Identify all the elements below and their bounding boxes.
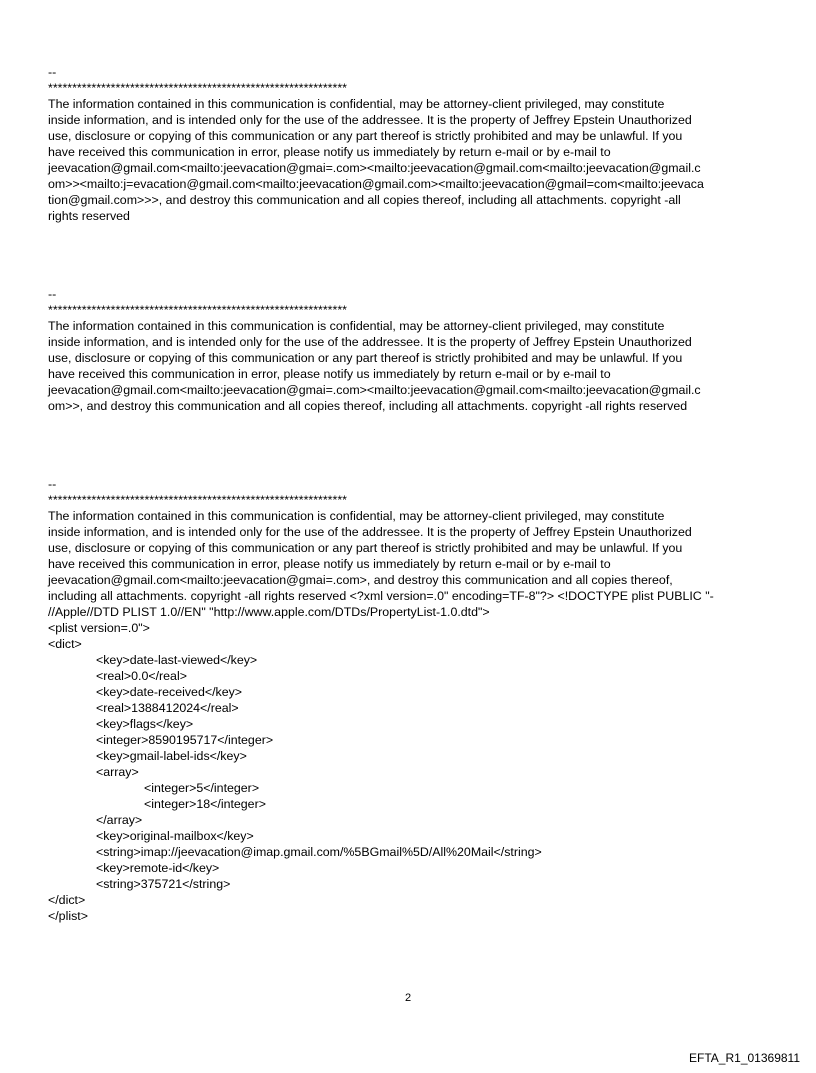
- disclaimer-line: inside information, and is intended only for the use of the addressee. It is the property of Jeffrey Epstein Unauthorized: [48, 525, 692, 539]
- separator-stars: **************************************************************: [48, 303, 347, 317]
- disclaimer-line: jeevacation@gmail.com<mailto:jeevacation@gmai=.com><mailto:jeevacation@gmail.com<mailto:jeevacation@gmail.c: [48, 161, 701, 175]
- disclaimer-line: The information contained in this communication is confidential, may be attorney-client privileged, may constitute: [48, 509, 665, 523]
- disclaimer-block-3: [48, 476, 768, 620]
- page-number: 2: [404, 992, 412, 1004]
- disclaimer-block-2: [48, 286, 768, 414]
- disclaimer-line: use, disclosure or copying of this communication or any part thereof is strictly prohibited and may be unlawful. If you: [48, 351, 683, 365]
- dict-open: <dict>: [48, 637, 82, 651]
- disclaimer-line: inside information, and is intended only for the use of the addressee. It is the property of Jeffrey Epstein Unauthorized: [48, 335, 692, 349]
- disclaimer-line: including all attachments. copyright -all rights reserved <?xml version=.0" encoding=TF-8"?> <!DOCTYPE plist PUBLIC "-: [48, 589, 714, 603]
- disclaimer-line: inside information, and is intended only for the use of the addressee. It is the property of Jeffrey Epstein Unauthorized: [48, 113, 692, 127]
- disclaimer-block-1: [48, 64, 768, 224]
- array-close: </array>: [96, 813, 143, 827]
- disclaimer-line: rights reserved: [48, 209, 130, 223]
- plist-value: <string>375721</string>: [96, 877, 231, 891]
- disclaimer-line: om>><mailto:j=evacation@gmail.com<mailto:jeevacation@gmail.com><mailto:jeevacation@gmail=com<mailto:jeevaca: [48, 177, 704, 191]
- separator-stars: **************************************************************: [48, 493, 347, 507]
- spacer: [48, 414, 768, 476]
- disclaimer-line: use, disclosure or copying of this communication or any part thereof is strictly prohibited and may be unlawful. If you: [48, 129, 683, 143]
- disclaimer-line: have received this communication in error, please notify us immediately by return e-mail or by e-mail to: [48, 145, 611, 159]
- plist-close: </plist>: [48, 909, 88, 923]
- plist-key: <key>date-last-viewed</key>: [96, 653, 258, 667]
- disclaimer-line: The information contained in this communication is confidential, may be attorney-client privileged, may constitute: [48, 319, 665, 333]
- plist-key: <key>flags</key>: [96, 717, 194, 731]
- separator-dashes: --: [48, 287, 57, 301]
- document-page: [48, 64, 768, 924]
- disclaimer-line: jeevacation@gmail.com<mailto:jeevacation@gmai=.com><mailto:jeevacation@gmail.com<mailto:jeevacation@gmail.c: [48, 383, 701, 397]
- separator-dashes: --: [48, 65, 57, 79]
- plist-value: <real>1388412024</real>: [96, 701, 239, 715]
- plist-key: <key>remote-id</key>: [96, 861, 220, 875]
- disclaimer-line: jeevacation@gmail.com<mailto:jeevacation@gmai=.com>, and destroy this communication and all copies thereof,: [48, 573, 673, 587]
- plist-key: <key>gmail-label-ids</key>: [96, 749, 247, 763]
- plist-value: <integer>5</integer>: [144, 781, 260, 795]
- plist-value: <integer>18</integer>: [144, 797, 266, 811]
- disclaimer-line: om>>, and destroy this communication and all copies thereof, including all attachments. copyright -all rights reserved: [48, 399, 688, 413]
- disclaimer-line: have received this communication in error, please notify us immediately by return e-mail or by e-mail to: [48, 557, 611, 571]
- dict-close: </dict>: [48, 893, 86, 907]
- disclaimer-line: //Apple//DTD PLIST 1.0//EN" "http://www.apple.com/DTDs/PropertyList-1.0.dtd">: [48, 605, 490, 619]
- disclaimer-line: use, disclosure or copying of this communication or any part thereof is strictly prohibited and may be unlawful. If you: [48, 541, 683, 555]
- disclaimer-line: tion@gmail.com>>>, and destroy this communication and all copies thereof, including all attachments. copyright -all: [48, 193, 681, 207]
- document-id: EFTA_R1_01369811: [689, 1051, 800, 1065]
- spacer: [48, 224, 768, 286]
- plist-value: <integer>8590195717</integer>: [96, 733, 274, 747]
- separator-stars: **************************************************************: [48, 81, 347, 95]
- separator-dashes: --: [48, 477, 57, 491]
- plist-value: <real>0.0</real>: [96, 669, 187, 683]
- plist-value: <string>imap://jeevacation@imap.gmail.com/%5BGmail%5D/All%20Mail</string>: [96, 845, 542, 859]
- plist-open: <plist version=.0">: [48, 621, 150, 635]
- disclaimer-line: The information contained in this communication is confidential, may be attorney-client privileged, may constitute: [48, 97, 665, 111]
- plist-key: <key>date-received</key>: [96, 685, 243, 699]
- plist-xml: [48, 620, 768, 924]
- disclaimer-line: have received this communication in error, please notify us immediately by return e-mail or by e-mail to: [48, 367, 611, 381]
- array-open: <array>: [96, 765, 139, 779]
- plist-key: <key>original-mailbox</key>: [96, 829, 254, 843]
